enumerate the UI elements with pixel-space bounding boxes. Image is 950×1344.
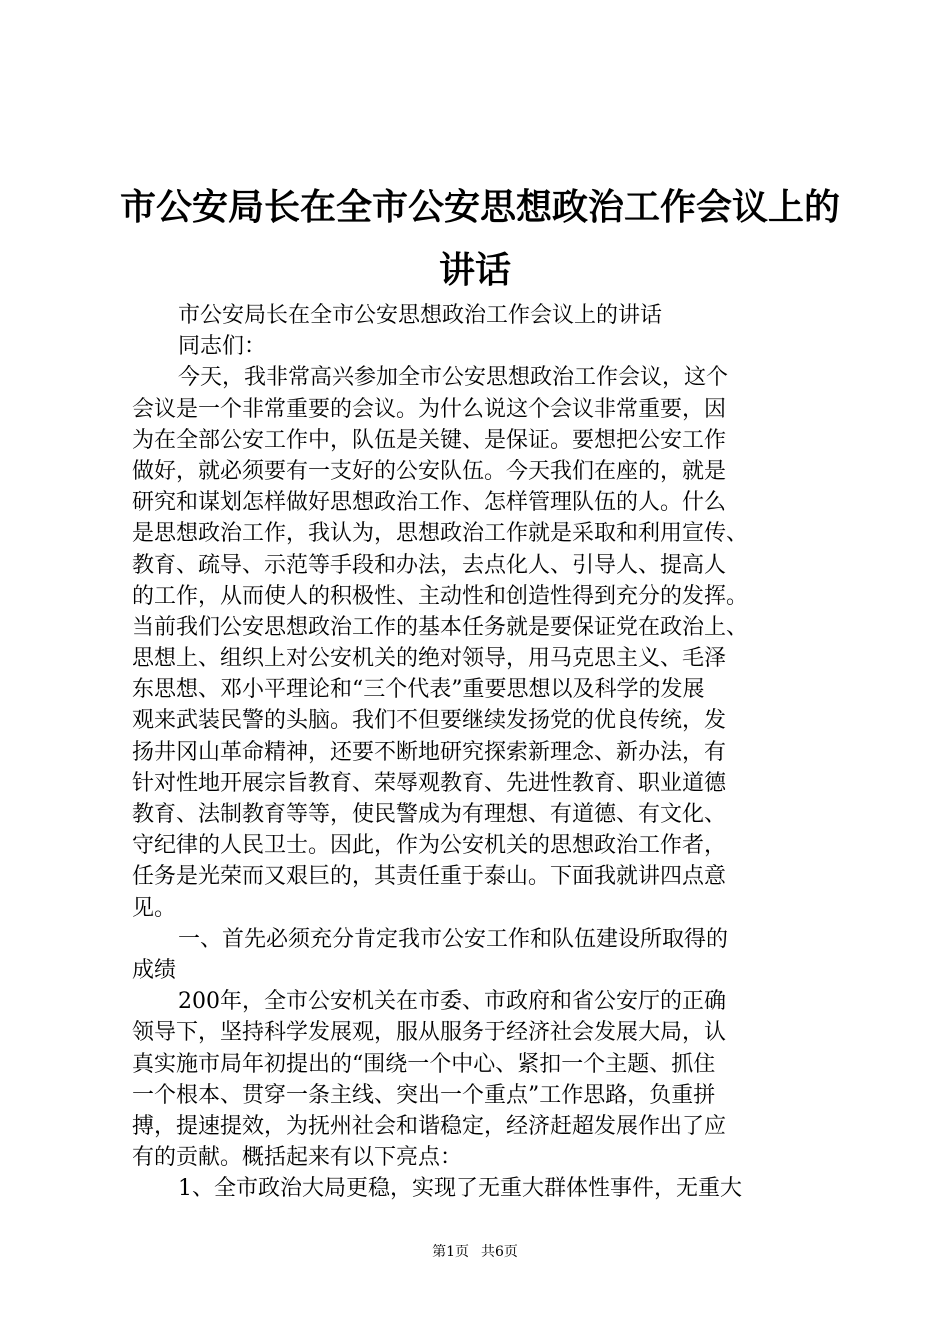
body-line: 教育、疏导、示范等手段和办法，去点化人、引导人、提高人 bbox=[132, 552, 727, 578]
body-line: 一个根本、贯穿一条主线、突出一个重点”工作思路，负重拼 bbox=[132, 1082, 716, 1108]
body-line: 做好，就必须要有一支好的公安队伍。今天我们在座的，就是 bbox=[132, 458, 727, 484]
body-line: 思想上、组织上对公安机关的绝对领导，用马克思主义、毛泽 bbox=[132, 646, 727, 672]
body-line: 会议是一个非常重要的会议。为什么说这个会议非常重要，因 bbox=[132, 396, 727, 422]
body-line: 同志们： bbox=[178, 334, 267, 360]
body-line: 当前我们公安思想政治工作的基本任务就是要保证党在政治上、 bbox=[132, 614, 749, 640]
body-line: 东思想、邓小平理论和“三个代表”重要思想以及科学的发展 bbox=[132, 677, 705, 703]
body-line: 领导下，坚持科学发展观，服从服务于经济社会发展大局，认 bbox=[132, 1020, 727, 1046]
body-line: 教育、法制教育等等，使民警成为有理想、有道德、有文化、 bbox=[132, 802, 727, 827]
body-line: 1、全市政治大局更稳，实现了无重大群体性事件，无重大 bbox=[178, 1176, 742, 1202]
body-line: 成绩 bbox=[132, 957, 177, 983]
body-line: 守纪律的人民卫士。因此，作为公安机关的思想政治工作者， bbox=[132, 833, 727, 859]
body-line: 有的贡献。概括起来有以下亮点： bbox=[132, 1145, 463, 1171]
document-title-line-1: 市公安局长在全市公安思想政治工作会议上的 bbox=[120, 187, 841, 228]
document-title-line-2: 讲话 bbox=[438, 250, 511, 291]
body-line: 真实施市局年初提出的“围绕一个中心、紧扣一个主题、抓住 bbox=[132, 1051, 716, 1077]
document-body bbox=[132, 300, 832, 1204]
body-line: 的工作，从而使人的积极性、主动性和创造性得到充分的发挥。 bbox=[132, 583, 749, 609]
body-line: 今天，我非常高兴参加全市公安思想政治工作会议，这个 bbox=[178, 365, 729, 391]
body-line: 见。 bbox=[132, 895, 177, 921]
body-line: 研究和谋划怎样做好思想政治工作、怎样管理队伍的人。什么 bbox=[132, 490, 727, 516]
body-line: 搏，提速提效，为抚州社会和谐稳定，经济赶超发展作出了应 bbox=[132, 1113, 727, 1139]
body-line: 观来武装民警的头脑。我们不但要继续发扬党的优良传统，发 bbox=[132, 708, 727, 734]
body-line: 是思想政治工作，我认为，思想政治工作就是采取和利用宣传、 bbox=[132, 521, 749, 547]
body-line: 市公安局长在全市公安思想政治工作会议上的讲话 bbox=[178, 303, 663, 328]
page-number: 第1页 bbox=[432, 1244, 469, 1260]
body-line: 200年，全市公安机关在市委、市政府和省公安厅的正确 bbox=[178, 989, 726, 1015]
body-line: 一、首先必须充分肯定我市公安工作和队伍建设所取得的 bbox=[178, 926, 729, 952]
page-footer bbox=[0, 1242, 950, 1262]
body-line: 扬井冈山革命精神，还要不断地研究探索新理念、新办法，有 bbox=[132, 739, 727, 765]
body-line: 针对性地开展宗旨教育、荣辱观教育、先进性教育、职业道德 bbox=[132, 770, 727, 796]
page-total: 共6页 bbox=[481, 1244, 518, 1260]
body-line: 为在全部公安工作中，队伍是关键、是保证。要想把公安工作 bbox=[132, 427, 727, 453]
body-line: 任务是光荣而又艰巨的，其责任重于泰山。下面我就讲四点意 bbox=[132, 864, 727, 890]
